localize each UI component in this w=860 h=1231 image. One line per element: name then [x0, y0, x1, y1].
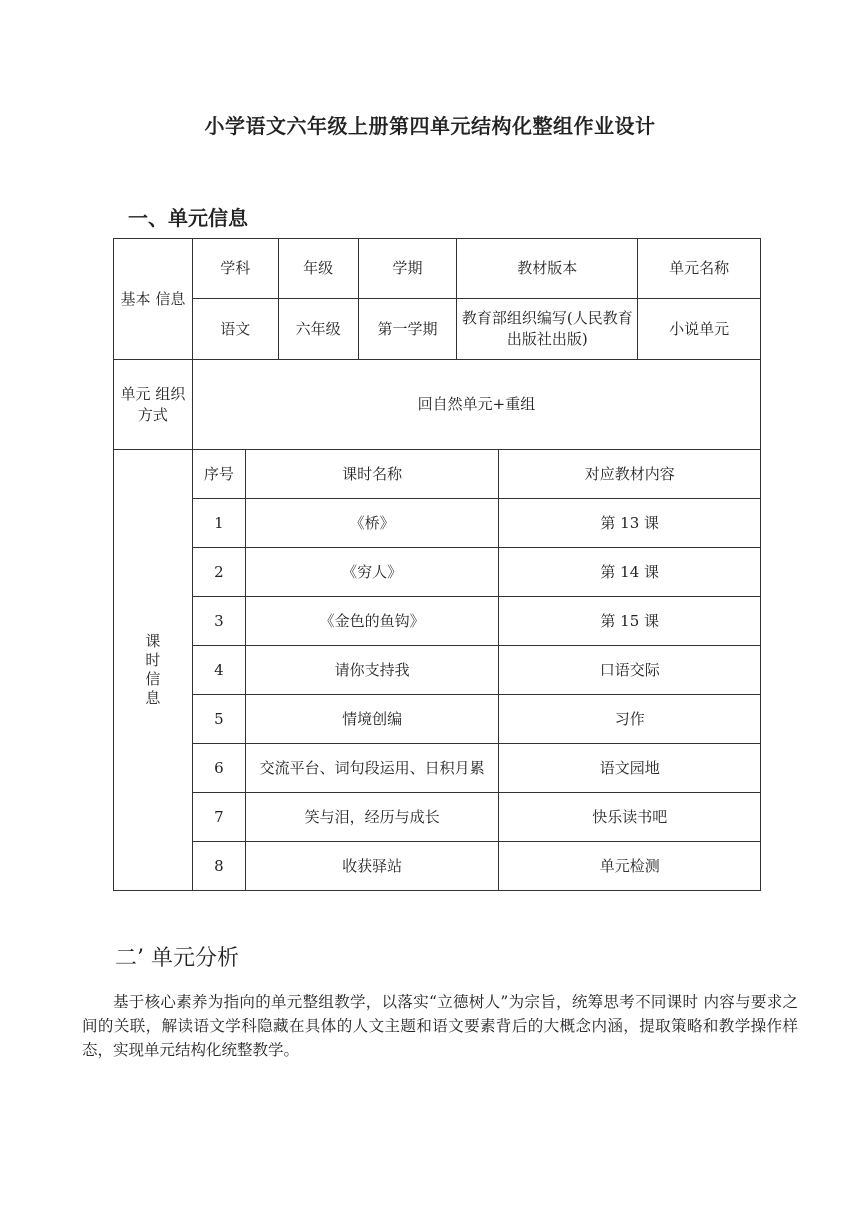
lesson-textbook-content: 第 14 课 — [499, 548, 761, 597]
lesson-textbook-content: 语文园地 — [499, 744, 761, 793]
table-row — [114, 499, 761, 548]
header-grade: 年级 — [278, 239, 358, 299]
section-heading-unit-info: 一、单元信息 — [128, 206, 248, 230]
org-value: 回自然单元+重组 — [192, 360, 760, 450]
lesson-index: 1 — [192, 499, 245, 548]
header-textbook-content: 对应教材内容 — [499, 450, 761, 499]
lesson-name: 请你支持我 — [245, 646, 499, 695]
org-label: 单元 组织方式 — [114, 360, 193, 450]
lesson-header-row — [114, 450, 761, 499]
lesson-textbook-content: 第 15 课 — [499, 597, 761, 646]
lesson-name: 收获驿站 — [245, 842, 499, 891]
lesson-index: 4 — [192, 646, 245, 695]
header-unit-name: 单元名称 — [638, 239, 761, 299]
org-row — [114, 360, 761, 450]
lesson-textbook-content: 第 13 课 — [499, 499, 761, 548]
page-title: 小学语文六年级上册第四单元结构化整组作业设计 — [204, 114, 656, 138]
table-row — [114, 548, 761, 597]
table-row — [114, 597, 761, 646]
lesson-index: 8 — [192, 842, 245, 891]
value-unit-name: 小说单元 — [638, 299, 761, 360]
lesson-index: 7 — [192, 793, 245, 842]
lesson-name: 《桥》 — [245, 499, 499, 548]
table-row — [114, 793, 761, 842]
lesson-name: 笑与泪，经历与成长 — [245, 793, 499, 842]
lesson-name: 《穷人》 — [245, 548, 499, 597]
lesson-table — [113, 449, 761, 891]
table-row — [114, 695, 761, 744]
table-row — [114, 842, 761, 891]
analysis-paragraph: 基于核心素养为指向的单元整组教学，以落实“立德树人”为宗旨，统筹思考不同课时 内容与要求之间的关联，解读语文学科隐藏在具体的人文主题和语文要素背后的大概念内涵，提取策略和教学操作样态，实现单元结构化统整教学。 — [82, 993, 798, 1059]
unit-info-table — [113, 238, 761, 450]
header-lesson-name: 课时名称 — [245, 450, 499, 499]
basic-header-row — [114, 239, 761, 299]
value-textbook-edition: 教育部组织编写(人民教育出版社出版) — [457, 299, 638, 360]
lesson-info-label — [114, 450, 193, 891]
header-index: 序号 — [192, 450, 245, 499]
value-subject: 语文 — [192, 299, 278, 360]
lesson-name: 情境创编 — [245, 695, 499, 744]
lesson-textbook-content: 快乐读书吧 — [499, 793, 761, 842]
lesson-name: 交流平台、词句段运用、日积月累 — [245, 744, 499, 793]
header-subject: 学科 — [192, 239, 278, 299]
lesson-index: 5 — [192, 695, 245, 744]
basic-info-label: 基本 信息 — [114, 239, 193, 360]
value-grade: 六年级 — [278, 299, 358, 360]
section-heading-unit-analysis: 二’ 单元分析 — [115, 946, 239, 971]
basic-value-row — [114, 299, 761, 360]
value-term: 第一学期 — [358, 299, 457, 360]
table-row — [114, 646, 761, 695]
header-term: 学期 — [358, 239, 457, 299]
table-row — [114, 744, 761, 793]
lesson-textbook-content: 习作 — [499, 695, 761, 744]
lesson-textbook-content: 口语交际 — [499, 646, 761, 695]
lesson-name: 《金色的鱼钩》 — [245, 597, 499, 646]
lesson-index: 3 — [192, 597, 245, 646]
lesson-textbook-content: 单元检测 — [499, 842, 761, 891]
header-textbook-edition: 教材版本 — [457, 239, 638, 299]
lesson-index: 2 — [192, 548, 245, 597]
lesson-index: 6 — [192, 744, 245, 793]
lesson-info-label-text: 课 时 信 息 — [145, 632, 161, 707]
